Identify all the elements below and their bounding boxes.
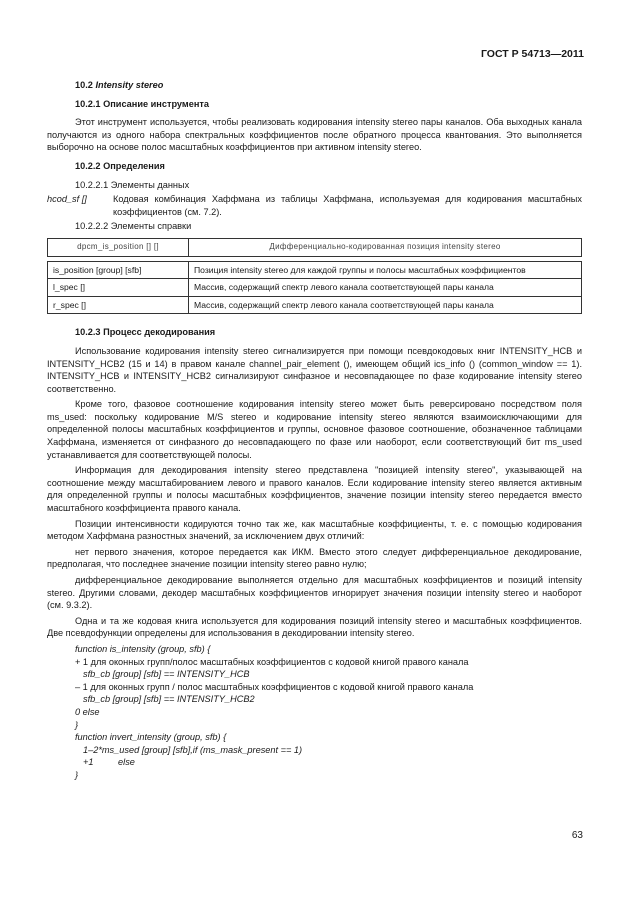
paragraph: Одна и та же кодовая книга используется для кодирования позиций intensity stereo и масштабных коэффициентов. Две псевдофункции определены для использования в декодировании intensity stereo. — [47, 615, 582, 639]
code-line: – 1 для оконных групп / полос масштабных коэффициентов с кодовой книгой правого канала — [75, 681, 474, 692]
section-number: 10.2 — [75, 80, 93, 90]
code-token: else — [118, 757, 135, 768]
table-row — [48, 238, 582, 256]
section-heading-10-2-1: 10.2.1 Описание инструмента — [75, 98, 209, 109]
code-line: 1–2*ms_used [group] [sfb],if (ms_mask_present == 1) — [83, 744, 303, 755]
page-number: 63 — [571, 830, 583, 841]
subsection-data-elements: 10.2.2.1 Элементы данных — [75, 179, 190, 190]
table-cell-name: is_position [group] [sfb] — [48, 261, 189, 279]
paragraph: Кроме того, фазовое соотношение кодирования intensity stereo может быть реверсировано посредством поля ms_used: поскольку кодирование M/S stereo и кодирование intensity stereo являются взаимоисключающими для определенной полосы масштабных коэффициентов и группы, основное фазовое соотношение, обозначенное таблицами Хаффмана, изменяется от синфазного до несовпадающего по фазе или наоборот, если соответствующий бит ms_used устанавливается для соответствующей полосы. — [47, 399, 582, 460]
description-paragraph: Этот инструмент используется, чтобы реализовать кодирования intensity stereo пары каналов. Оба выходных канала получаются из одного набора спектральных коэффициентов после обратного процесса квантования. Это выполняется выборочно на основе полос масштабных коэффициентов при активном intensity stereo. — [47, 117, 582, 153]
section-title: Intensity stereo — [95, 80, 164, 90]
code-line: function is_intensity (group, sfb) { — [75, 643, 211, 654]
table-cell-name: r_spec [] — [48, 296, 189, 314]
code-token: +1 — [83, 757, 94, 768]
code-line: sfb_cb [group] [sfb] == INTENSITY_HCB — [83, 669, 250, 680]
paragraph: Информация для декодирования intensity stereo представлена "позицией intensity stereo", указывающей на соотношение между масштабированием левого и правого каналов. Если кодирование intensity stereo является активным для определенной группы и полосы масштабных коэффициентов, значение позиции intensity stereo передается вместо масштабного коэффициента правого канала. — [47, 465, 582, 514]
definition-description: Кодовая комбинация Хаффмана из таблицы Хаффмана, используемая для кодирования масштабных коэффициентов (см. 7.2). — [113, 194, 582, 217]
paragraph: Использование кодирования intensity stereo сигнализируется при помощи псевдокодовых книг INTENSITY_HCB и INTENSITY_HCB2 (15 и 14) в правом канале channel_pair_element (), имеющем общий ics_info () (common_window == 1). INTENSITY_HCB и INTENSITY_HCB2 сигнализируют синфазное и несовпадающее по фазе кодирование intensity stereo соответственно. — [47, 345, 582, 394]
code-line: } — [75, 769, 79, 780]
code-line — [83, 756, 582, 769]
definition-hcod-sf — [47, 193, 582, 218]
definition-term: hcod_sf [] — [47, 194, 87, 205]
doc-header-standard-id: ГОСТ Р 54713—2011 — [480, 48, 584, 60]
table-cell-desc: Позиция intensity stereo для каждой группы и полосы масштабных коэффициентов — [189, 261, 582, 279]
code-line: } — [75, 719, 79, 730]
section-heading-10-2 — [75, 79, 582, 92]
section-heading-10-2-2: 10.2.2 Определения — [75, 160, 165, 171]
table-cell-desc: Массив, содержащий спектр левого канала соответствующей пары канала — [189, 296, 582, 314]
table-row — [48, 296, 582, 314]
code-line: 0 else — [75, 706, 100, 717]
section-heading-10-2-3: 10.2.3 Процесс декодирования — [75, 327, 216, 338]
code-line: + 1 для оконных групп/полос масштабных коэффициентов с кодовой книгой правого канала — [75, 656, 469, 667]
help-elements-table — [47, 238, 582, 314]
paragraph: Позиции интенсивности кодируются точно так же, как масштабные коэффициенты, т. е. с помощью кодирования методом Хаффмана разностных значений, за исключением двух отличий: — [47, 518, 582, 542]
code-line: function invert_intensity (group, sfb) { — [75, 732, 227, 743]
code-line: sfb_cb [group] [sfb] == INTENSITY_HCB2 — [83, 694, 255, 705]
paragraph: дифференциальное декодирование выполняется отдельно для масштабных коэффициентов и позиций intensity stereo. Другими словами, декодер масштабных коэффициентов игнорирует значения позиции intensity stereo и наоборот (см. 9.3.2). — [47, 575, 582, 611]
table-cell-name: dpcm_is_position [] [] — [48, 238, 189, 256]
table-cell-name: l_spec [] — [48, 279, 189, 297]
table-cell-desc: Дифференциально-кодированная позиция intensity stereo — [189, 238, 582, 256]
table-cell-desc: Массив, содержащий спектр левого канала соответствующей пары канала — [189, 279, 582, 297]
table-row — [48, 261, 582, 279]
table-row — [48, 279, 582, 297]
paragraph: нет первого значения, которое передается как ИКМ. Вместо этого следует дифференциальное декодирование, предполагая, что последнее значение позиции intensity stereo равно нулю; — [47, 546, 582, 570]
subsection-help-elements: 10.2.2.2 Элементы справки — [75, 221, 192, 232]
page-body — [47, 79, 582, 782]
